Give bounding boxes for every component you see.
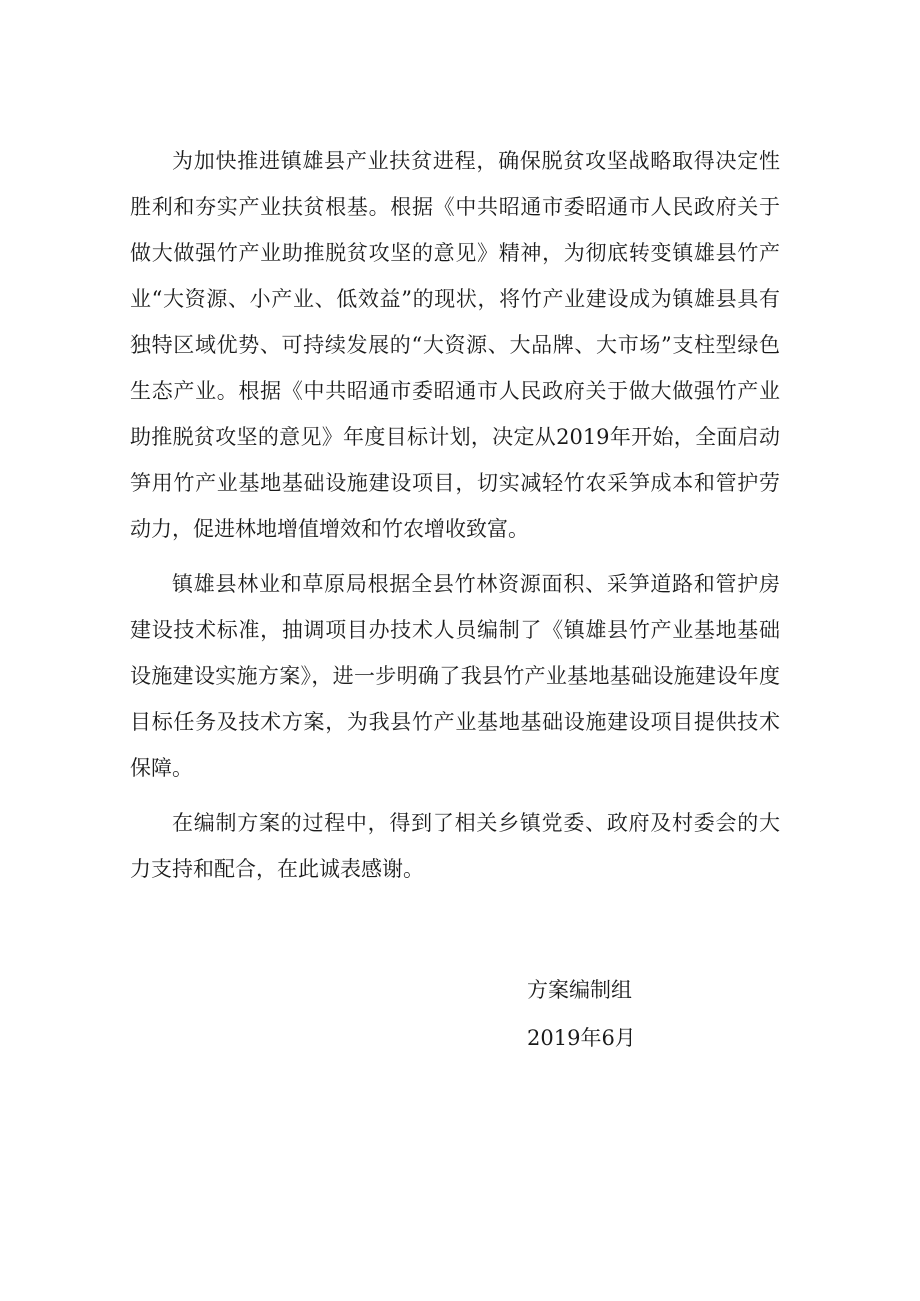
signature-date: 2019年6月 [527,1026,636,1050]
signature-author: 方案编制组 [527,978,632,1002]
paragraph-3: 在编制方案的过程中，得到了相关乡镇党委、政府及村委会的大力支持和配合，在此诚表感谢。 [130,811,780,881]
paragraph-1: 为加快推进镇雄县产业扶贫进程，确保脱贫攻坚战略取得决定性胜利和夯实产业扶贫根基。根据《中共昭通市委昭通市人民政府关于做大做强竹产业助推脱贫攻坚的意见》精神，为彻底转变镇雄县竹产业“大资源、小产业、低效益”的现状，将竹产业建设成为镇雄县具有独特区域优势、可持续发展的“大资源、大品牌、大市场”支柱型绿色生态产业。根据《中共昭通市委昭通市人民政府关于做大做强竹产业助推脱贫攻坚的意见》年度目标计划，决定从2019年开始，全面启动笋用竹产业基地基础设施建设项目，切实减轻竹农采笋成本和管护劳动力，促进林地增值增效和竹农增收致富。 [130,149,780,541]
paragraph-2: 镇雄县林业和草原局根据全县竹林资源面积、采笋道路和管护房建设技术标准，抽调项目办技术人员编制了《镇雄县竹产业基地基础设施建设实施方案》，进一步明确了我县竹产业基地基础设施建设年度目标任务及技术方案，为我县竹产业基地基础设施建设项目提供技术保障。 [130,572,780,780]
signature-block [527,966,636,1062]
preface-body [130,138,780,901]
